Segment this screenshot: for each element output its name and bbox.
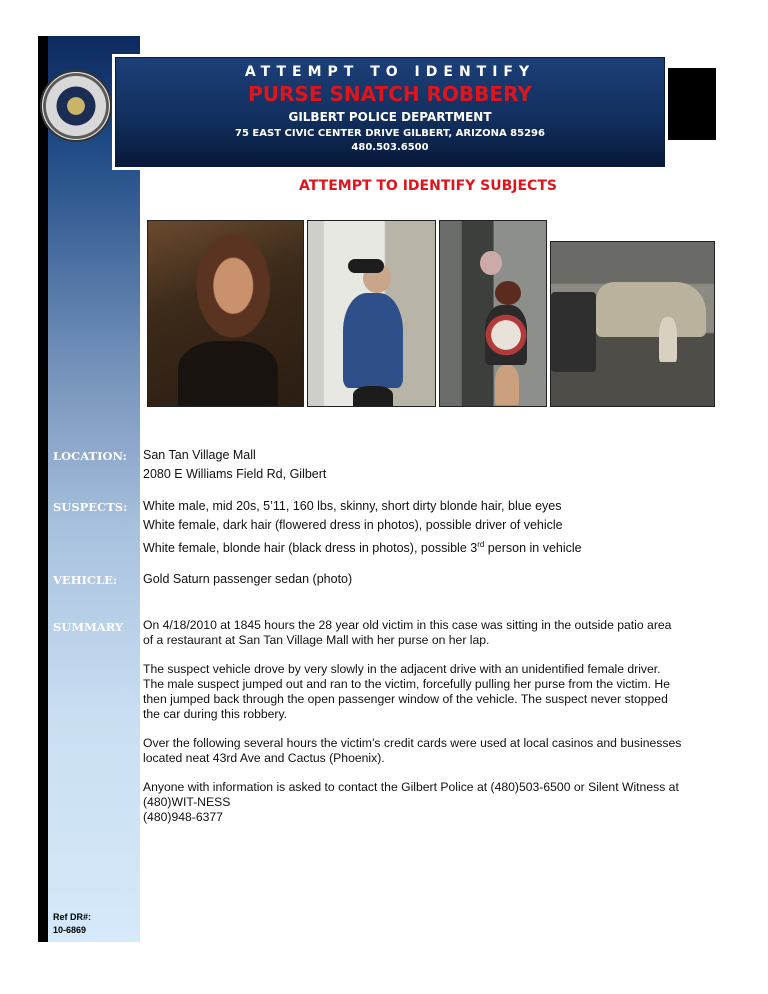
police-seal-icon bbox=[40, 70, 112, 142]
summary-line: Over the following several hours the victim’s credit cards were used at local casinos and businesses bbox=[143, 736, 682, 750]
suspect-line-3-pre: White female, blonde hair (black dress in photos), possible 3 bbox=[143, 541, 478, 556]
summary-line: The suspect vehicle drove by very slowly in the adjacent drive with an unidentified female driver. bbox=[143, 662, 661, 676]
photo-figure bbox=[353, 386, 393, 407]
location-label: LOCATION: bbox=[53, 449, 127, 463]
vehicle-label: VEHICLE: bbox=[53, 573, 118, 587]
suspects-label: SUSPECTS: bbox=[53, 500, 128, 514]
suspect-line-3 bbox=[143, 535, 582, 558]
banner-address: 75 EAST CIVIC CENTER DRIVE GILBERT, ARIZONA 85296 bbox=[235, 128, 545, 139]
photo-figure bbox=[495, 365, 519, 405]
banner-crime-type: PURSE SNATCH ROBBERY bbox=[248, 82, 532, 106]
suspect-photo-1 bbox=[147, 220, 304, 407]
summary-paragraph-2 bbox=[143, 662, 713, 722]
photo-figure bbox=[551, 292, 596, 372]
summary-line: The male suspect jumped out and ran to the victim, forcefully pulling her purse from the victim. He bbox=[143, 677, 671, 691]
seal-text bbox=[42, 72, 110, 140]
summary-paragraph-3 bbox=[143, 736, 713, 766]
banner-phone: 480.503.6500 bbox=[351, 142, 429, 153]
page-subtitle: ATTEMPT TO IDENTIFY SUBJECTS bbox=[299, 178, 557, 194]
photo-figure bbox=[480, 251, 502, 275]
banner-inner bbox=[115, 57, 665, 167]
summary-line: located neat 43rd Ave and Cactus (Phoenix). bbox=[143, 751, 385, 765]
summary-line: of a restaurant at San Tan Village Mall with her purse on her lap. bbox=[143, 633, 490, 647]
suspect-line-3-post: person in vehicle bbox=[484, 541, 582, 556]
location-value bbox=[143, 446, 326, 484]
summary-line: (480)948-6377 bbox=[143, 810, 223, 824]
reference-number bbox=[53, 911, 91, 937]
summary-paragraph-4 bbox=[143, 780, 713, 825]
location-line-2: 2080 E Williams Field Rd, Gilbert bbox=[143, 467, 327, 481]
photo-figure bbox=[343, 293, 403, 388]
summary-paragraph-1 bbox=[143, 618, 713, 648]
black-redaction-box bbox=[668, 68, 716, 140]
suspect-photo-3 bbox=[439, 220, 547, 407]
photo-car bbox=[596, 282, 706, 337]
summary-body bbox=[143, 618, 713, 839]
banner-department: GILBERT POLICE DEPARTMENT bbox=[288, 110, 492, 124]
location-line-1: San Tan Village Mall bbox=[143, 448, 256, 462]
vehicle-photo bbox=[550, 241, 715, 407]
vehicle-value: Gold Saturn passenger sedan (photo) bbox=[143, 572, 353, 586]
sidebar-gradient bbox=[48, 36, 140, 942]
photo-figure bbox=[485, 305, 527, 365]
ref-number: 10-6869 bbox=[53, 925, 87, 935]
suspect-photo-2 bbox=[307, 220, 436, 407]
summary-label: SUMMARY bbox=[53, 620, 124, 634]
summary-line: then jumped back through the open passenger window of the vehicle. The suspect never stopped bbox=[143, 692, 668, 706]
suspects-value bbox=[143, 497, 582, 558]
photo-figure bbox=[495, 281, 521, 305]
suspect-line-2: White female, dark hair (flowered dress in photos), possible driver of vehicle bbox=[143, 518, 563, 532]
banner-title: ATTEMPT TO IDENTIFY bbox=[244, 64, 536, 80]
photo-figure bbox=[178, 341, 278, 407]
summary-line: Anyone with information is asked to contact the Gilbert Police at (480)503-6500 or Silent Witness at bbox=[143, 780, 679, 794]
summary-line: the car during this robbery. bbox=[143, 707, 288, 721]
suspect-line-1: White male, mid 20s, 5’11, 160 lbs, skinny, short dirty blonde hair, blue eyes bbox=[143, 499, 562, 513]
header-banner bbox=[112, 54, 668, 170]
ref-label: Ref DR#: bbox=[53, 912, 92, 922]
photo-figure bbox=[659, 317, 677, 362]
summary-line: On 4/18/2010 at 1845 hours the 28 year old victim in this case was sitting in the outside patio area bbox=[143, 618, 672, 632]
sidebar-black-bar bbox=[38, 36, 48, 942]
suspect-line-3-sup: rd bbox=[477, 540, 485, 549]
summary-line: (480)WIT-NESS bbox=[143, 795, 231, 809]
photo-figure bbox=[348, 259, 384, 273]
